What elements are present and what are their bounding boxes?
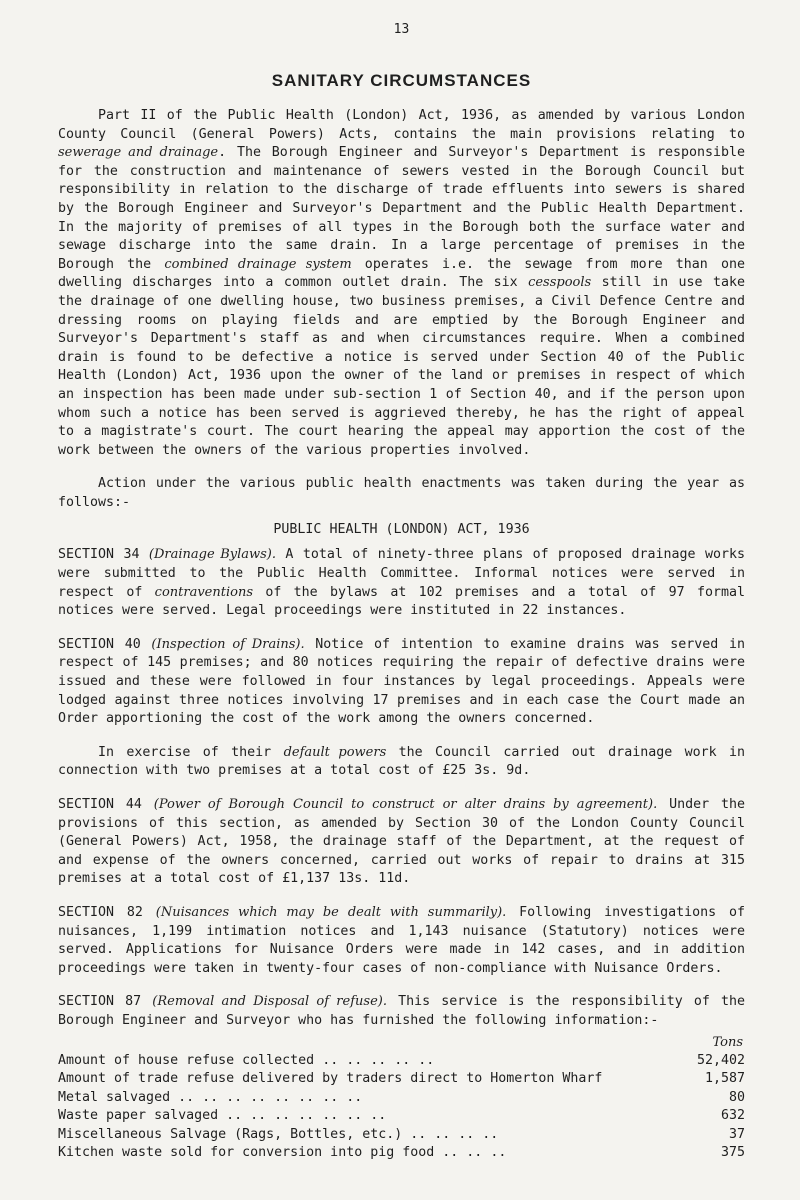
- default-powers-paragraph: In exercise of their default powers the Council carried out drainage work in connection with two premises at a total cost of £25 3s. 9d.: [58, 744, 745, 779]
- row-value: 37: [728, 1126, 745, 1142]
- row-value: 52,402: [696, 1052, 745, 1068]
- row-label: Miscellaneous Salvage (Rags, Bottles, etc.): [58, 1126, 403, 1142]
- table-row: [58, 1070, 745, 1089]
- section-34-paragraph: SECTION 34 (Drainage Bylaws). A total of ninety-three plans of proposed drainage works were submitted to the Public Health Committee. Informal notices were served in respect of contraventions of the bylaws at 102 premises and a total of 97 formal notices were served. Legal proceedings were instituted in 22 instances.: [58, 547, 745, 619]
- refuse-table: [58, 1052, 745, 1163]
- action-paragraph: Action under the various public health enactments was taken during the year as follows:-: [58, 476, 745, 510]
- leader-dots: .. .. ..: [442, 1145, 507, 1161]
- table-row: [58, 1107, 745, 1126]
- table-row: [58, 1126, 745, 1145]
- row-label: Waste paper salvaged: [58, 1108, 219, 1124]
- row-value: 375: [720, 1145, 745, 1161]
- section-82-paragraph: SECTION 82 (Nuisances which may be dealt with summarily). Following investigations of nuisances, 1,199 intimation notices and 1,143 nuisance (Statutory) notices were served. Applications for Nuisance Orders were made in 142 cases, and in addition proceedings were taken in twenty-four cases of non-compliance with Nuisance Orders.: [58, 904, 746, 976]
- section-44-paragraph: SECTION 44 (Power of Borough Council to construct or alter drains by agreement). Under the provisions of this section, as amended by Section 30 of the London County Council (General Powers) Act, 1958, the drainage staff of the Department, at the request of and expense of the owners concerned, carried out works of repair to drains at 315 premises at a total cost of £1,137 13s. 11d.: [58, 797, 746, 887]
- row-label: Metal salvaged: [58, 1089, 171, 1105]
- table-row: [58, 1052, 745, 1071]
- table-row: [58, 1089, 745, 1108]
- page-title: SANITARY CIRCUMSTANCES: [271, 71, 532, 90]
- leader-dots: .. .. .. ..: [410, 1126, 499, 1142]
- row-label: Amount of trade refuse delivered by traders direct to Homerton Wharf: [58, 1071, 603, 1087]
- row-label: Amount of house refuse collected: [58, 1052, 315, 1068]
- section-87-paragraph: SECTION 87 (Removal and Disposal of refuse). This service is the responsibility of the Borough Engineer and Surveyor who has furnished the following information:-: [58, 994, 745, 1028]
- intro-paragraph: Part II of the Public Health (London) Act, 1936, as amended by various London County Council (General Powers) Acts, contains the main provisions relating to sewerage and drainage. The Borough Engineer and Surveyor's Department is responsible for the construction and maintenance of sewers vested in the Borough Council but responsibility in relation to the discharge of trade effluents into sewers is shared by the Borough Engineer and Surveyor's Department and the Public Health Department. In the majority of premises of all types in the Borough both the surface water and sewage discharge into the same drain. In a large percentage of premises in the Borough the combined drainage system operates i.e. the sewage from more than one dwelling discharges into a common outlet drain. The six cesspools still in use take the drainage of one dwelling house, two business premises, a Civil Defence Centre and dressing rooms on playing fields and are emptied by the Borough Engineer and Surveyor's Department's staff as and when circumstances require. When a combined drain is found to be defective a notice is served under Section 40 of the Public Health (London) Act, 1936 upon the owner of the land or premises in respect of which an inspection has been made under sub-section 1 of Section 40, and if the person upon whom such a notice has been served is aggrieved thereby, he has the right of appeal to a magistrate's court. The court hearing the appeal may apportion the cost of the work between the owners of the various properties involved.: [58, 108, 745, 458]
- act-heading: PUBLIC HEALTH (LONDON) ACT, 1936: [273, 522, 530, 538]
- units-header: Tons: [712, 1034, 743, 1050]
- leader-dots: .. .. .. .. .. .. .. ..: [178, 1089, 363, 1105]
- row-value: 80: [728, 1089, 745, 1105]
- page-number: 13: [393, 22, 410, 37]
- leader-dots: .. .. .. .. .. .. ..: [226, 1108, 387, 1124]
- section-40-paragraph: SECTION 40 (Inspection of Drains). Notice of intention to examine drains was served in respect of 145 premises; and 80 notices requiring the repair of defective drains were issued and these were followed in four instances by legal proceedings. Appeals were lodged against three notices involving 17 premises and in each case the Court made an Order apportioning the cost of the work among the owners concerned.: [58, 636, 746, 727]
- row-value: 1,587: [704, 1071, 745, 1087]
- leader-dots: .. .. .. .. ..: [322, 1052, 435, 1068]
- table-row: [58, 1144, 745, 1163]
- row-label: Kitchen waste sold for conversion into pig food: [58, 1145, 435, 1161]
- row-value: 632: [720, 1108, 745, 1124]
